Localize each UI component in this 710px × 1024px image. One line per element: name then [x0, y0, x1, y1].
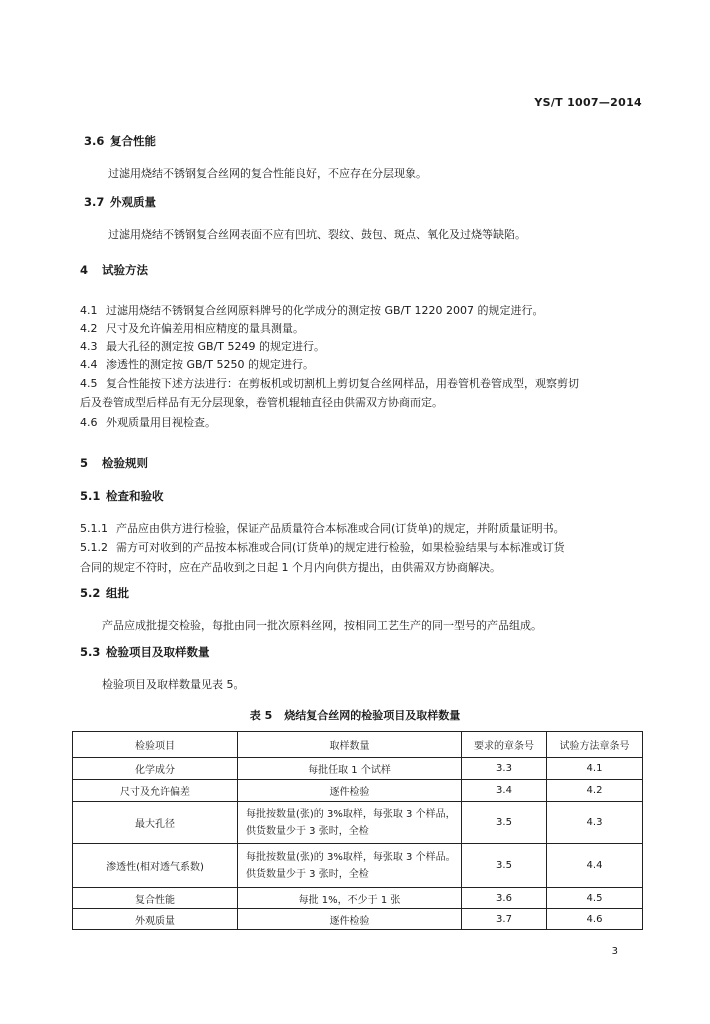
- section-title: 复合性能: [110, 134, 156, 148]
- requirement-clause-cell: 3.6: [462, 888, 547, 909]
- section-number: 3.7: [84, 195, 105, 209]
- clause-4-3: 4.3 最大孔径的测定按 GB/T 5249 的规定进行。: [80, 340, 325, 353]
- table-caption-number: 表 5: [249, 709, 273, 722]
- table-row: [73, 802, 643, 844]
- section-title: 组批: [106, 586, 129, 600]
- section-3-6-text: 过滤用烧结不锈钢复合丝网的复合性能良好，不应存在分层现象。: [108, 167, 427, 180]
- clause-4-6: 4.6 外观质量用目视检查。: [80, 416, 216, 429]
- requirement-clause-cell: 3.5: [462, 802, 547, 844]
- clause-4-5-continued: 后及卷管成型后样品有无分层现象，卷管机辊轴直径由供需双方协商而定。: [80, 396, 443, 409]
- item-cell: 尺寸及允许偏差: [73, 780, 238, 802]
- section-5-2-heading: [80, 585, 129, 601]
- section-number: 5: [80, 456, 89, 470]
- clause-4-1: 4.1 过滤用烧结不锈钢复合丝网原料牌号的化学成分的测定按 GB/T 1220 2007 的规定进行。: [80, 304, 544, 317]
- table-row: [73, 888, 643, 909]
- header-cell: 试验方法章条号: [547, 732, 643, 758]
- section-5-heading: [80, 455, 148, 471]
- sampling-cell: 每批按数量(张)的 3%取样，每张取 3 个样品，供货数量少于 3 张时，全检: [238, 802, 462, 844]
- clause-5-1-2-continued: 合同的规定不符时，应在产品收到之日起 1 个月内向供方提出，由供需双方协商解决。: [80, 561, 501, 574]
- section-5-3-heading: [80, 644, 210, 660]
- method-clause-cell: 4.4: [547, 844, 643, 888]
- item-cell: 化学成分: [73, 758, 238, 780]
- table-row: [73, 758, 643, 780]
- sampling-cell: 每批任取 1 个试样: [238, 758, 462, 780]
- sampling-cell: 逐件检验: [238, 780, 462, 802]
- clause-4-4: 4.4 渗透性的测定按 GB/T 5250 的规定进行。: [80, 358, 314, 371]
- method-clause-cell: 4.5: [547, 888, 643, 909]
- section-5-1-heading: [80, 488, 164, 504]
- item-cell: 最大孔径: [73, 802, 238, 844]
- section-number: 5.1: [80, 489, 101, 503]
- requirement-clause-cell: 3.4: [462, 780, 547, 802]
- page-number: 3: [611, 946, 618, 957]
- item-cell: 复合性能: [73, 888, 238, 909]
- item-cell: 外观质量: [73, 909, 238, 930]
- clause-5-1-1: 5.1.1 产品应由供方进行检验，保证产品质量符合本标准或合同(订货单)的规定，并附质量证明书。: [80, 522, 565, 535]
- sampling-cell: 每批按数量(张)的 3%取样，每张取 3 个样品。供货数量少于 3 张时，全检: [238, 844, 462, 888]
- section-number: 4: [80, 263, 89, 277]
- section-3-7-heading: [84, 194, 156, 210]
- inspection-table: [72, 731, 643, 930]
- table-row: [73, 844, 643, 888]
- requirement-clause-cell: 3.3: [462, 758, 547, 780]
- method-clause-cell: 4.3: [547, 802, 643, 844]
- header-cell: 取样数量: [238, 732, 462, 758]
- table-caption-title: 烧结复合丝网的检验项目及取样数量: [284, 709, 461, 722]
- section-title: 检查和验收: [106, 489, 164, 503]
- method-clause-cell: 4.6: [547, 909, 643, 930]
- sampling-cell: 每批 1%，不少于 1 张: [238, 888, 462, 909]
- requirement-clause-cell: 3.7: [462, 909, 547, 930]
- section-number: 5.3: [80, 645, 101, 659]
- section-number: 3.6: [84, 134, 105, 148]
- item-cell: 渗透性(相对透气系数): [73, 844, 238, 888]
- section-title: 试验方法: [102, 263, 148, 277]
- header-cell: 要求的章条号: [462, 732, 547, 758]
- section-5-3-text: 检验项目及取样数量见表 5。: [102, 678, 245, 691]
- section-3-7-text: 过滤用烧结不锈钢复合丝网表面不应有凹坑、裂纹、鼓包、斑点、氧化及过烧等缺陷。: [108, 228, 526, 241]
- section-title: 外观质量: [110, 195, 156, 209]
- method-clause-cell: 4.2: [547, 780, 643, 802]
- section-title: 检验项目及取样数量: [106, 645, 210, 659]
- header-cell: 检验项目: [73, 732, 238, 758]
- section-3-6-heading: [84, 133, 156, 149]
- clause-5-1-2: 5.1.2 需方可对收到的产品按本标准或合同(订货单)的规定进行检验，如果检验结果与本标准或订货: [80, 541, 565, 554]
- clause-4-2: 4.2 尺寸及允许偏差用相应精度的量具测量。: [80, 322, 304, 335]
- section-title: 检验规则: [102, 456, 148, 470]
- table-header-row: [73, 732, 643, 758]
- sampling-cell: 逐件检验: [238, 909, 462, 930]
- requirement-clause-cell: 3.5: [462, 844, 547, 888]
- table-row: [73, 780, 643, 802]
- standard-code: YS/T 1007—2014: [534, 96, 642, 109]
- clause-4-5: 4.5 复合性能按下述方法进行：在剪板机或切割机上剪切复合丝网样品，用卷管机卷管成型，观察剪切: [80, 377, 579, 390]
- table-caption: [0, 707, 710, 723]
- section-number: 5.2: [80, 586, 101, 600]
- section-4-heading: [80, 262, 148, 278]
- table-row: [73, 909, 643, 930]
- section-5-2-text: 产品应成批提交检验，每批由同一批次原料丝网，按相同工艺生产的同一型号的产品组成。: [102, 619, 542, 632]
- method-clause-cell: 4.1: [547, 758, 643, 780]
